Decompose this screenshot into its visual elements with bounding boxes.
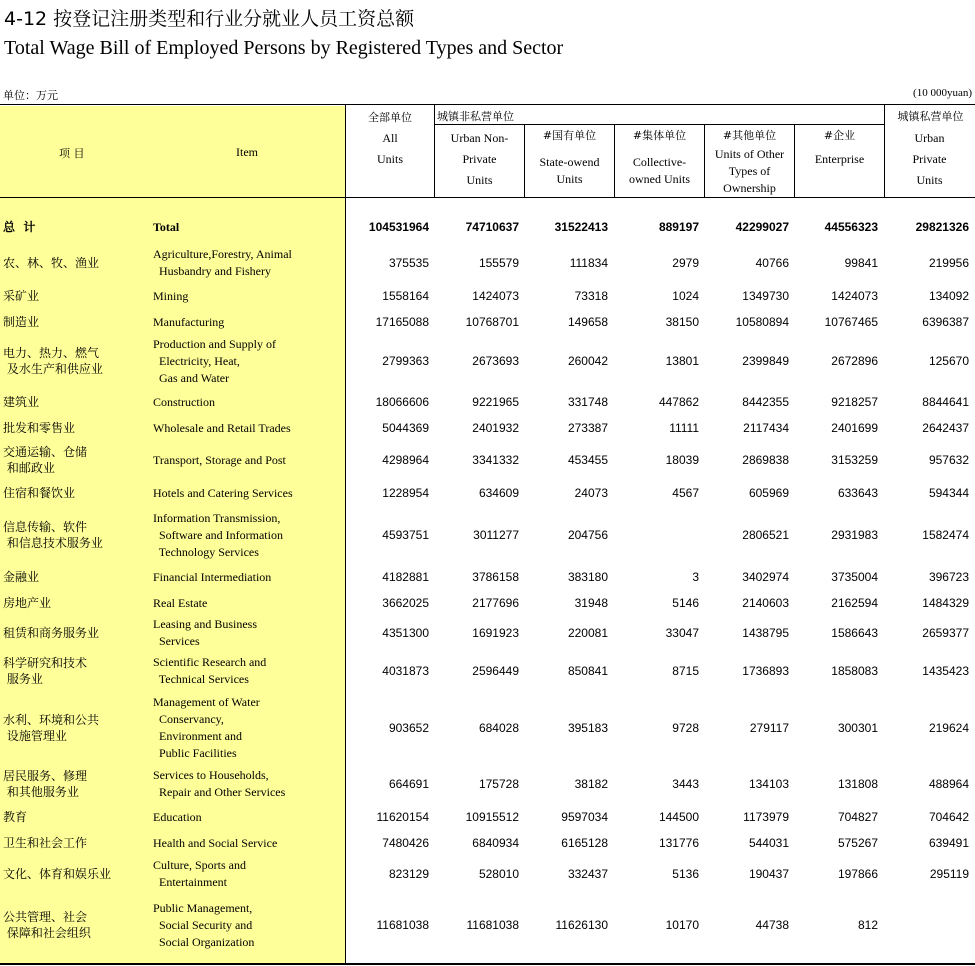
cell-value: 2806521 xyxy=(742,528,789,542)
row-label-cn: 卫生和社会工作 xyxy=(3,836,88,850)
page-title-en: Total Wage Bill of Employed Persons by Registered Types and Sector xyxy=(4,37,564,59)
cell-value: 125670 xyxy=(928,354,969,368)
cell-value: 1736893 xyxy=(742,664,789,678)
table-row xyxy=(0,335,975,387)
cell-value: 1435423 xyxy=(922,664,969,678)
cell-value: 375535 xyxy=(388,256,429,270)
table-row xyxy=(0,441,975,479)
cell-value: 528010 xyxy=(478,867,519,881)
table-row xyxy=(0,895,975,955)
cell-value: 104531964 xyxy=(368,220,429,234)
row-label-cn: 金融业 xyxy=(3,570,40,584)
row-label-cn: 公共管理、社会 保障和社会组织 xyxy=(3,910,91,940)
cell-value: 204756 xyxy=(567,528,608,542)
cell-value: 395183 xyxy=(567,721,608,735)
total-row xyxy=(0,214,975,240)
cell-value: 823129 xyxy=(388,867,429,881)
cell-value: 273387 xyxy=(567,421,608,435)
cell-value: 634609 xyxy=(478,486,519,500)
cell-value: 111834 xyxy=(569,256,608,270)
cell-value: 260042 xyxy=(567,354,608,368)
row-label-en: Information Transmission, Software and Information Technology Services xyxy=(153,511,283,559)
header-enterprise-en: Enterprise xyxy=(814,152,865,166)
cell-value: 544031 xyxy=(748,836,789,850)
cell-value: 2673693 xyxy=(472,354,519,368)
cell-value: 1484329 xyxy=(922,596,969,610)
cell-value: 11626130 xyxy=(555,918,608,932)
cell-value: 11681038 xyxy=(376,918,429,932)
row-label-en: Production and Supply of Electricity, Heat, Gas and Water xyxy=(153,337,276,385)
cell-value: 3341332 xyxy=(472,453,519,467)
row-label-cn: 制造业 xyxy=(3,315,40,329)
cell-value: 957632 xyxy=(928,453,969,467)
row-label-cn: 交通运输、仓储 和邮政业 xyxy=(3,445,88,475)
row-label-en: Construction xyxy=(153,395,215,409)
header-other-cn: #其他单位 xyxy=(722,129,777,142)
table-top-rule xyxy=(0,104,975,105)
header-state-en: State-owend Units xyxy=(539,155,600,186)
cell-value: 447862 xyxy=(658,395,699,409)
table-row xyxy=(0,389,975,415)
cell-value: 575267 xyxy=(837,836,878,850)
row-label-cn: 信息传输、软件 和信息技术服务业 xyxy=(3,520,103,550)
cell-value: 3786158 xyxy=(472,570,519,584)
cell-value: 2399849 xyxy=(742,354,789,368)
cell-value: 31948 xyxy=(574,596,608,610)
row-label-en: Culture, Sports and Entertainment xyxy=(153,858,246,889)
cell-value: 8844641 xyxy=(922,395,969,409)
group-header-rule xyxy=(435,124,884,125)
cell-value: 44556323 xyxy=(824,220,878,234)
cell-value: 3735004 xyxy=(831,570,878,584)
row-label-cn: 科学研究和技术 服务业 xyxy=(3,656,88,686)
cell-value: 1582474 xyxy=(922,528,969,542)
cell-value: 279117 xyxy=(749,721,789,735)
cell-value: 40766 xyxy=(755,256,789,270)
page-title-cn: 4-12 按登记注册类型和行业分就业人员工资总额 xyxy=(4,8,415,30)
cell-value: 5136 xyxy=(672,867,699,881)
cell-value: 29821326 xyxy=(915,220,969,234)
table-row xyxy=(0,765,975,803)
cell-value: 131776 xyxy=(658,836,699,850)
cell-value: 11111 xyxy=(669,421,699,435)
row-label-cn: 水利、环境和公共 设施管理业 xyxy=(3,713,100,743)
unit-label-cn: 单位：万元 xyxy=(3,89,58,102)
cell-value: 13801 xyxy=(665,354,699,368)
header-nonprivate-group-cn: 城镇非私营单位 xyxy=(437,110,514,123)
cell-value: 1691923 xyxy=(472,626,519,640)
cell-value: 4567 xyxy=(672,486,699,500)
header-other-en: Units of Other Types of Ownership xyxy=(714,147,785,195)
cell-value: 10767465 xyxy=(824,315,878,329)
cell-value: 2672896 xyxy=(831,354,878,368)
cell-value: 664691 xyxy=(388,777,429,791)
header-all-en: All Units xyxy=(376,131,403,166)
cell-value: 2642437 xyxy=(922,421,969,435)
cell-value: 197866 xyxy=(837,867,878,881)
cell-value: 8442355 xyxy=(742,395,789,409)
cell-value: 10170 xyxy=(665,918,699,932)
table-row xyxy=(0,506,975,564)
cell-value: 38150 xyxy=(665,315,699,329)
cell-value: 175728 xyxy=(478,777,519,791)
row-label-cn: 房地产业 xyxy=(3,596,52,610)
cell-value: 684028 xyxy=(478,721,519,735)
cell-value: 6840934 xyxy=(472,836,519,850)
row-label-cn: 租赁和商务服务业 xyxy=(3,626,100,640)
table-row xyxy=(0,564,975,590)
row-label-cn: 住宿和餐饮业 xyxy=(3,486,76,500)
row-label-en: Financial Intermediation xyxy=(153,570,272,584)
cell-value: 9218257 xyxy=(831,395,878,409)
cell-value: 812 xyxy=(857,918,878,932)
cell-value: 3153259 xyxy=(831,453,878,467)
cell-value: 134092 xyxy=(928,289,969,303)
row-label-en: Mining xyxy=(153,289,189,303)
cell-value: 2799363 xyxy=(382,354,429,368)
cell-value: 453455 xyxy=(567,453,608,467)
table-row xyxy=(0,283,975,309)
row-label-en: Hotels and Catering Services xyxy=(153,486,293,500)
cell-value: 3 xyxy=(692,570,699,584)
table-row xyxy=(0,855,975,893)
cell-value: 33047 xyxy=(665,626,699,640)
header-state-cn: #国有单位 xyxy=(542,129,597,142)
cell-value: 9597034 xyxy=(561,810,608,824)
table-bottom-rule xyxy=(0,963,975,965)
cell-value: 704827 xyxy=(837,810,878,824)
table-row xyxy=(0,691,975,765)
cell-value: 24073 xyxy=(574,486,608,500)
cell-value: 74710637 xyxy=(465,220,519,234)
cell-value: 850841 xyxy=(567,664,608,678)
cell-value: 1349730 xyxy=(742,289,789,303)
cell-value: 331748 xyxy=(567,395,608,409)
row-label-en: Public Management, Social Security and Social Organization xyxy=(153,901,255,949)
cell-value: 2659377 xyxy=(922,626,969,640)
cell-value: 134103 xyxy=(748,777,789,791)
cell-value: 383180 xyxy=(567,570,608,584)
header-collective-en: Collective- owned Units xyxy=(629,155,690,186)
cell-value: 4351300 xyxy=(382,626,429,640)
header-all-cn: 全部单位 xyxy=(368,111,412,124)
table-row xyxy=(0,415,975,441)
cell-value: 295119 xyxy=(929,867,969,881)
cell-value: 633643 xyxy=(837,486,878,500)
table-row xyxy=(0,652,975,690)
row-label-cn: 批发和零售业 xyxy=(3,421,76,435)
cell-value: 4182881 xyxy=(382,570,429,584)
row-label-en: Scientific Research and Technical Services xyxy=(153,655,267,686)
cell-value: 10580894 xyxy=(735,315,789,329)
row-label-cn: 总 计 xyxy=(3,220,36,234)
cell-value: 396723 xyxy=(928,570,969,584)
table-row xyxy=(0,244,975,282)
cell-value: 18066606 xyxy=(375,395,429,409)
cell-value: 2931983 xyxy=(831,528,878,542)
cell-value: 704642 xyxy=(928,810,969,824)
row-label-cn: 居民服务、修理 和其他服务业 xyxy=(3,769,88,799)
cell-value: 1858083 xyxy=(831,664,878,678)
cell-value: 4298964 xyxy=(382,453,429,467)
cell-value: 18039 xyxy=(665,453,699,467)
cell-value: 42299027 xyxy=(735,220,789,234)
cell-value: 4031873 xyxy=(382,664,429,678)
cell-value: 220081 xyxy=(567,626,608,640)
cell-value: 2979 xyxy=(672,256,699,270)
cell-value: 488964 xyxy=(928,777,969,791)
row-label-en: Manufacturing xyxy=(153,315,225,329)
cell-value: 219624 xyxy=(928,721,969,735)
cell-value: 1558164 xyxy=(382,289,429,303)
cell-value: 99841 xyxy=(844,256,878,270)
cell-value: 1424073 xyxy=(831,289,878,303)
cell-value: 2140603 xyxy=(742,596,789,610)
header-bottom-rule xyxy=(0,197,975,198)
table-row xyxy=(0,590,975,616)
unit-label-en: (10 000yuan) xyxy=(913,87,972,99)
row-label-cn: 教育 xyxy=(3,810,28,824)
row-label-en: Health and Social Service xyxy=(153,836,278,850)
cell-value: 3011277 xyxy=(473,528,519,542)
cell-value: 144500 xyxy=(658,810,699,824)
cell-value: 17165088 xyxy=(375,315,429,329)
row-label-cn: 农、林、牧、渔业 xyxy=(3,256,100,270)
row-label-en: Management of Water Conservancy, Environment and Public Facilities xyxy=(153,695,260,760)
cell-value: 38182 xyxy=(574,777,608,791)
cell-value: 300301 xyxy=(837,721,878,735)
cell-value: 903652 xyxy=(388,721,429,735)
header-item-cn: 项 目 xyxy=(59,147,85,160)
cell-value: 2177696 xyxy=(472,596,519,610)
header-collective-cn: #集体单位 xyxy=(632,129,687,142)
cell-value: 73318 xyxy=(574,289,608,303)
row-label-cn: 采矿业 xyxy=(3,289,40,303)
table-row xyxy=(0,480,975,506)
cell-value: 1228954 xyxy=(382,486,429,500)
cell-value: 1024 xyxy=(672,289,699,303)
cell-value: 9221965 xyxy=(472,395,519,409)
cell-value: 31522413 xyxy=(554,220,608,234)
cell-value: 2401932 xyxy=(472,421,519,435)
row-label-en: Education xyxy=(153,810,202,824)
cell-value: 7480426 xyxy=(382,836,429,850)
header-private-en: Urban Private Units xyxy=(912,131,947,187)
header-item-en: Item xyxy=(236,145,258,159)
cell-value: 889197 xyxy=(658,220,699,234)
cell-value: 6165128 xyxy=(561,836,608,850)
cell-value: 10768701 xyxy=(465,315,519,329)
row-label-cn: 建筑业 xyxy=(3,395,40,409)
cell-value: 131808 xyxy=(837,777,878,791)
cell-value: 4593751 xyxy=(382,528,429,542)
cell-value: 594344 xyxy=(928,486,969,500)
table-row xyxy=(0,830,975,856)
cell-value: 5146 xyxy=(672,596,699,610)
row-label-en: Total xyxy=(153,220,180,234)
cell-value: 3443 xyxy=(672,777,699,791)
cell-value: 639491 xyxy=(928,836,969,850)
cell-value: 11620154 xyxy=(376,810,429,824)
row-label-en: Services to Households, Repair and Other Services xyxy=(153,768,286,799)
row-label-en: Real Estate xyxy=(153,596,208,610)
header-private-cn: 城镇私营单位 xyxy=(897,110,964,123)
cell-value: 332437 xyxy=(567,867,608,881)
cell-value: 605969 xyxy=(748,486,789,500)
cell-value: 10915512 xyxy=(465,810,519,824)
row-label-cn: 电力、热力、燃气 及水生产和供应业 xyxy=(3,346,103,376)
cell-value: 1424073 xyxy=(472,289,519,303)
table-row xyxy=(0,804,975,830)
cell-value: 3662025 xyxy=(382,596,429,610)
cell-value: 149658 xyxy=(567,315,608,329)
cell-value: 155579 xyxy=(478,256,519,270)
cell-value: 44738 xyxy=(755,918,789,932)
row-label-en: Wholesale and Retail Trades xyxy=(153,421,291,435)
cell-value: 9728 xyxy=(672,721,699,735)
cell-value: 2162594 xyxy=(831,596,878,610)
table-row xyxy=(0,309,975,335)
cell-value: 1438795 xyxy=(742,626,789,640)
cell-value: 2117434 xyxy=(743,421,789,435)
cell-value: 2401699 xyxy=(831,421,878,435)
row-label-en: Agriculture,Forestry, Animal Husbandry and Fishery xyxy=(153,247,292,278)
cell-value: 1586643 xyxy=(831,626,878,640)
cell-value: 190437 xyxy=(748,867,789,881)
row-label-en: Transport, Storage and Post xyxy=(153,453,286,467)
cell-value: 5044369 xyxy=(382,421,429,435)
cell-value: 11681038 xyxy=(466,918,519,932)
header-nonprivate-en: Urban Non- Private Units xyxy=(450,131,509,187)
cell-value: 2869838 xyxy=(742,453,789,467)
cell-value: 6396387 xyxy=(922,315,969,329)
header-enterprise-cn: #企业 xyxy=(823,129,856,142)
cell-value: 3402974 xyxy=(742,570,789,584)
cell-value: 8715 xyxy=(672,664,699,678)
cell-value: 2596449 xyxy=(472,664,519,678)
row-label-en: Leasing and Business Services xyxy=(153,617,257,648)
table-row xyxy=(0,614,975,652)
cell-value: 219956 xyxy=(928,256,969,270)
cell-value: 1173979 xyxy=(743,810,789,824)
row-label-cn: 文化、体育和娱乐业 xyxy=(3,867,112,881)
